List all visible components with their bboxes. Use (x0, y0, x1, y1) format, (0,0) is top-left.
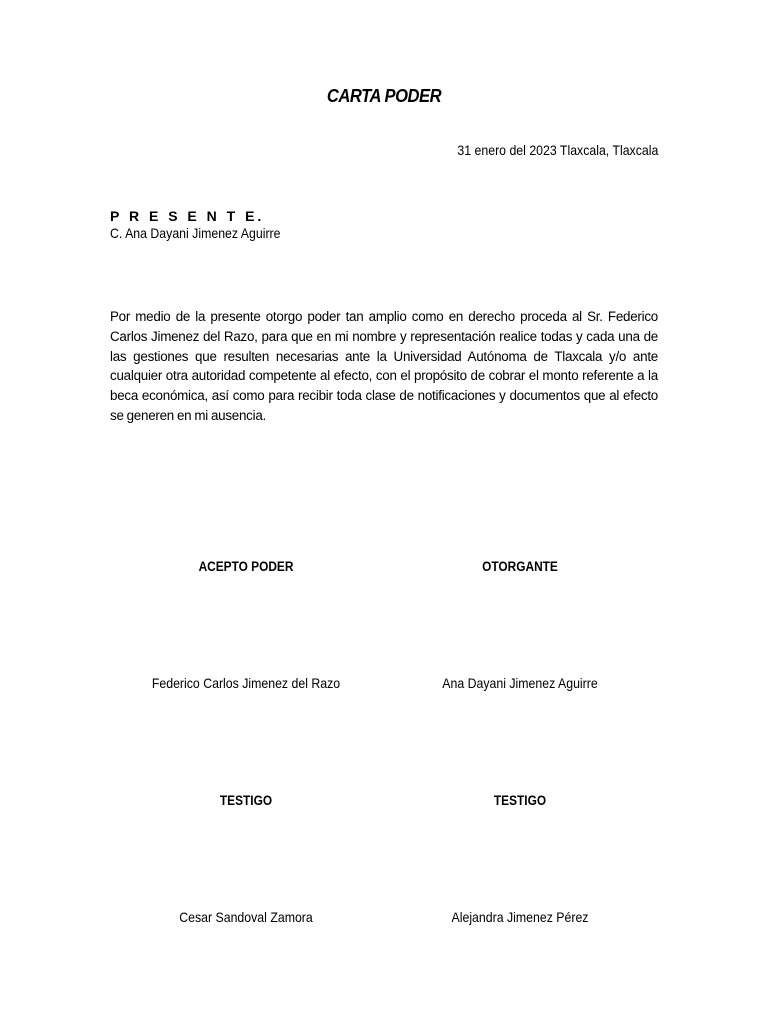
document-title: CARTA PODER (326, 86, 442, 106)
testigo-2-name: Alejandra Jimenez Pérez (451, 909, 589, 925)
letter-body: Por medio de la presente otorgo poder tan amplio como en derecho proceda al Sr. Federico Carlos Jimenez del Razo, para que en mi nombre y representación realice todas y cada una de las gestiones que resulten necesarias ante la Universidad Autónoma de Tlaxcala y/o ante cualquier otra autoridad competente al efecto, con el propósito de cobrar el monto referente a la beca económica, así como para recibir toda clase de notificaciones y documentos que al efecto se generen en mi ausencia. (110, 309, 658, 423)
testigo-1-heading: TESTIGO (219, 793, 273, 808)
salutation: P R E S E N T E. (110, 208, 265, 224)
testigo-2-heading: TESTIGO (493, 793, 547, 808)
otorgante-heading: OTORGANTE (482, 559, 558, 574)
acepto-poder-heading: ACEPTO PODER (198, 559, 294, 574)
acepto-poder-name: Federico Carlos Jimenez del Razo (151, 675, 341, 691)
testigo-1-name: Cesar Sandoval Zamora (179, 909, 313, 925)
recipient-name: C. Ana Dayani Jimenez Aguirre (110, 225, 281, 241)
date-place: 31 enero del 2023 Tlaxcala, Tlaxcala (457, 142, 658, 158)
otorgante-name: Ana Dayani Jimenez Aguirre (442, 675, 598, 691)
